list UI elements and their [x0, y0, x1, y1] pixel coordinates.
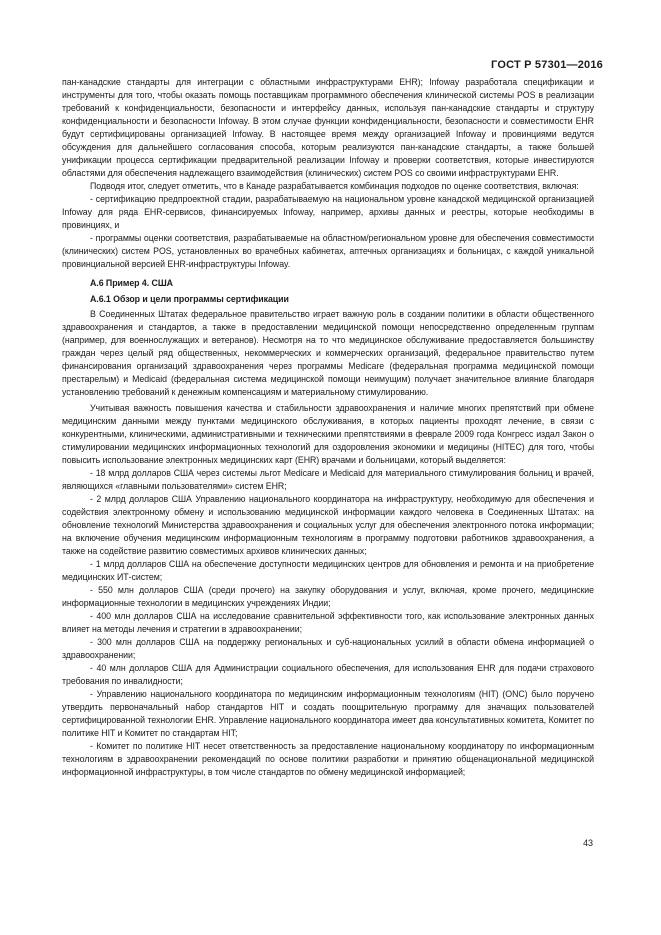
section-heading: А.6 Пример 4. США [90, 278, 173, 288]
document-id-header: ГОСТ Р 57301—2016 [491, 59, 603, 71]
list-item: - Управлению национального координатора по медицинским информационным технологиям (HIT) (ONC) было поручено утвердить первоначальный набор стандартов HIT и создать поощрительную программу для значащих пользователей сертифицированной технологии EHR. Управление национального координатора имеет два консультативных комитета, Комитет по политике HIT и Комитет по стандартам HIT; [62, 689, 594, 738]
list-item: - 2 млрд долларов США Управлению национального координатора на инфраструктуру, необходимую для обеспечения и содействия электронному обмену и использованию медицинской информации каждого человека в Соединенных Штатах: на обновление технологий Министерства здравоохранения и социальных услуг для обеспечения электронного потока информации; на включение обучения медицинским информационным технологиям в программу подготовки работников здравоохранения, а также на содействие развитию совместимых архивов клинических данных; [62, 494, 594, 556]
page-number: 43 [583, 838, 593, 848]
list-item: - 300 млн долларов США на поддержку региональных и суб-национальных усилий в области обмена информацией о здравоохранении; [62, 637, 594, 660]
list-item: - 18 млрд долларов США через системы льгот Medicare и Medicaid для материального стимулирования больниц и врачей, являющихся «главными пользователями» систем EHR; [62, 468, 594, 491]
list-item: - сертификацию предпроектной стадии, разрабатываемую на национальном уровне канадской медицинской организацией Infoway для ряда EHR-сервисов, финансируемых Infoway, например, архивы данных и реестры, которые необходимы в провинциях, и [62, 194, 594, 230]
paragraph: Учитывая важность повышения качества и стабильности здравоохранения и наличие многих препятствий при обмене медицинским данными между пунктами медицинского обслуживания, в которых пациенты проходят лечение, в связи с конкурентными, клиническими, административными и техническими препятствиями в феврале 2009 года Конгресс издал Закон о стимулировании медицинских информационных технологий для оздоровления экономики и медицины (HITEC) для того, чтобы повысить использование электронных медицинских карт (EHR) врачами и больницами, который выделяется: [62, 403, 594, 465]
list-item: - 40 млн долларов США для Администрации социального обеспечения, для использования EHR для подачи страхового требования по инвалидности; [62, 663, 594, 686]
paragraph: В Соединенных Штатах федеральное правительство играет важную роль в создании политики в области общественного здравоохранения и стандартов, а также в предоставлении медицинской помощи непосредственно определенным группам (например, для военнослужащих и ветеранов). Несмотря на то что медицинское обслуживание предоставляется большинству граждан через целый ряд общественных, некоммерческих и коммерческих организаций, федеральное правительство путем финансирования организаций здравоохранения через программы Medicare (федеральная программа медицинской помощи престарелым) и Medicaid (федеральная система медицинской помощи неимущим) получает значительное влияние благодаря установлению требований к денежным компенсациям и материальному стимулированию. [62, 309, 594, 397]
subsection-heading: А.6.1 Обзор и цели программы сертификации [90, 294, 289, 304]
list-item: - программы оценки соответствия, разрабатываемые на областном/региональном уровне для обеспечения совместимости (клинических) систем POS, установленных во врачебных кабинетах, аптечных организациях и больницах, с каждой уникальной провинциальной версией EHR-инфраструктуры Infoway. [62, 233, 594, 269]
list-item: - 550 млн долларов США (среди прочего) на закупку оборудования и услуг, включая, кроме прочего, медицинские информационные технологии в медицинских учреждениях Индии; [62, 585, 594, 608]
paragraph: Подводя итог, следует отметить, что в Канаде разрабатывается комбинация подходов по оценке соответствия, включая: [90, 181, 579, 191]
list-item: - Комитет по политике HIT несет ответственность за предоставление национальному координатору по информационным технологиям в здравоохранении рекомендаций по основе политики разработки и принятию общенациональной медицинской информационной инфраструктуры, в том числе стандартов по обмену медицинской информацией; [62, 741, 594, 777]
paragraph: пан-канадские стандарты для интеграции с областными инфраструктурами EHR); Infoway разработала спецификации и инструменты для того, чтобы оказать помощь поставщикам программного обеспечения клинической системы POS в реализации требований к конфиденциальности, безопасности и интерфейсу данных, используя пан-канадские стандарты и структуру конфиденциальности и безопасности Infoway. В этом случае функции конфиденциальности, безопасности и совместимости EHR будут сертифицированы организацией Infoway. В настоящее время между организацией Infoway и провинциями ведутся обсуждения для дальнейшего согласования способа, которым реализуются пан-канадские стандарты, а также большей унификации процесса сертификации предварительной реализации Infoway и проверки соответствия, которые инвестируются областями для обеспечения надлежащего взаимодействия (клинических) систем POS со своими инфраструктурами EHR. [62, 77, 594, 178]
list-item: - 1 млрд долларов США на обеспечение доступности медицинских центров для обновления и ремонта и на приобретение медицинских ИТ-систем; [62, 559, 594, 582]
list-item: - 400 млн долларов США на исследование сравнительной эффективности того, как использование электронных данных влияет на методы лечения и стратегии в здравоохранении; [62, 611, 594, 634]
page-content [62, 76, 594, 779]
